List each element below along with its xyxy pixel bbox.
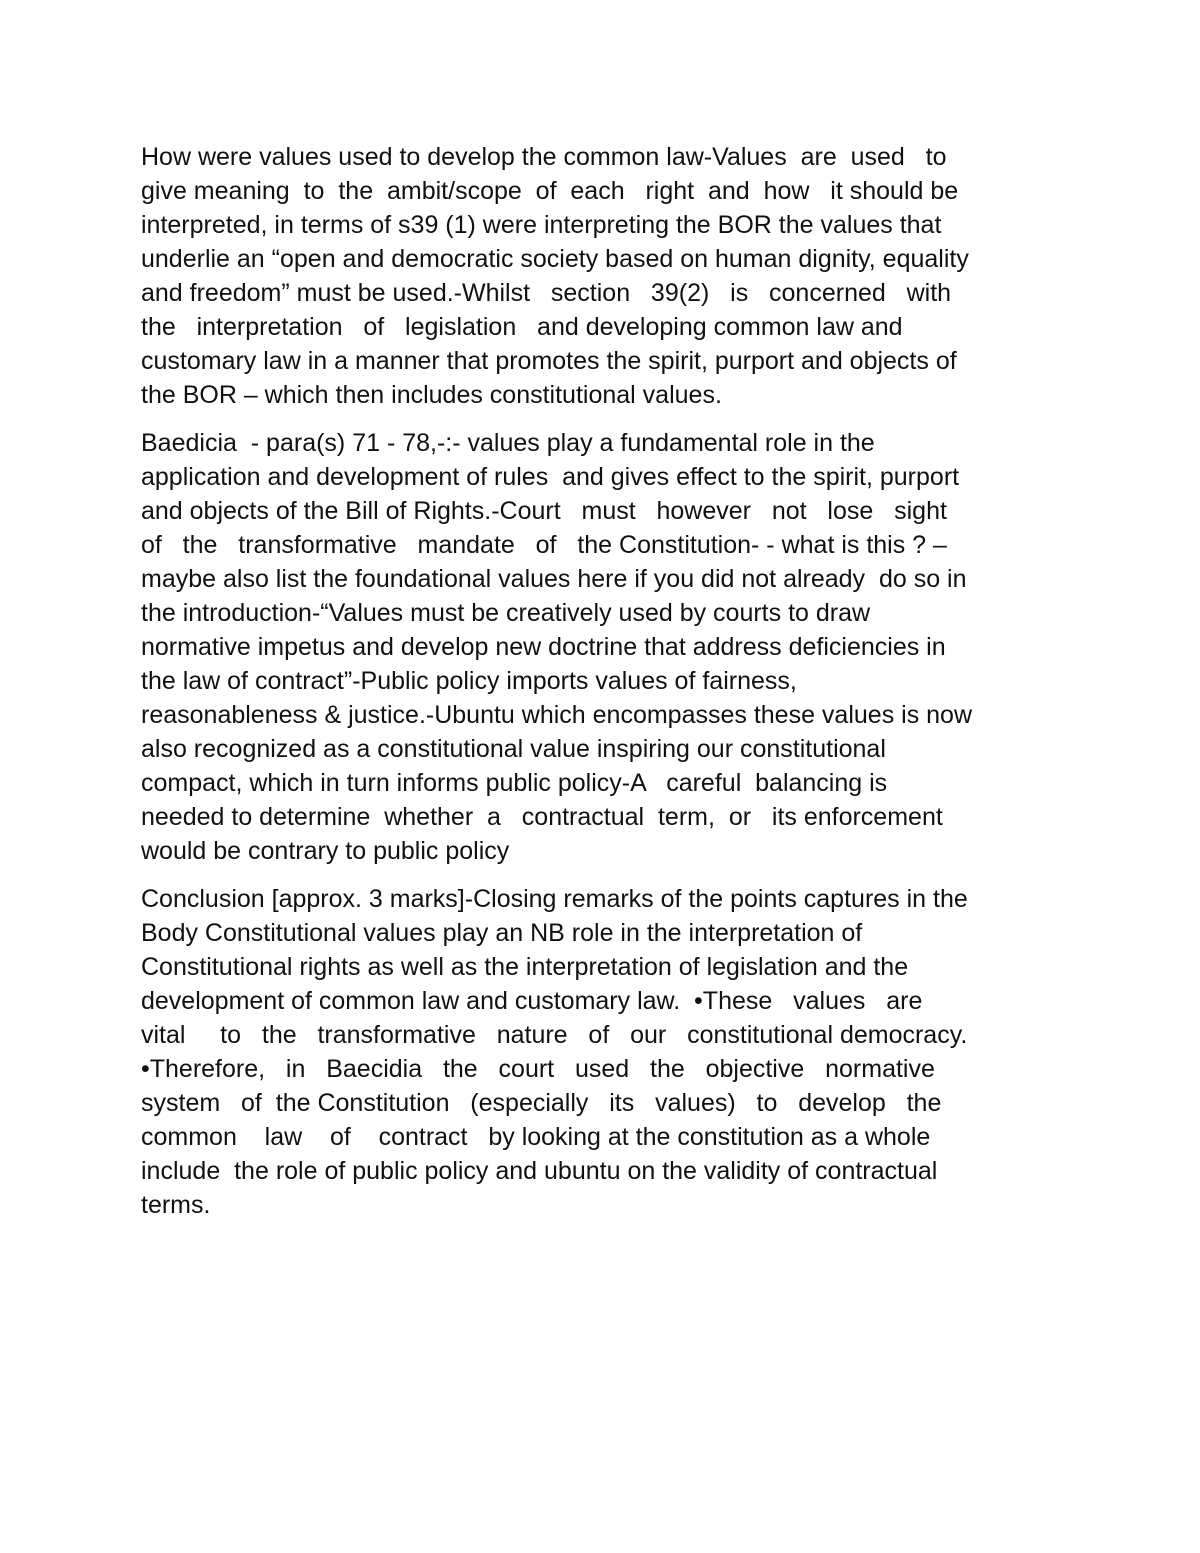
text-line: the BOR – which then includes constitutional values. [141,381,722,409]
text-line: the law of contract”-Public policy imports values of fairness, [141,667,797,695]
text-line: interpreted, in terms of s39 (1) were interpreting the BOR the values that [141,211,942,239]
text-line: system of the Constitution (especially its values) to develop the [141,1089,942,1117]
text-line: Body Constitutional values play an NB role in the interpretation of [141,919,863,947]
text-line: common law of contract by looking at the constitution as a whole [141,1123,931,1151]
text-line: normative impetus and develop new doctrine that address deficiencies in [141,633,946,661]
text-line: terms. [141,1191,211,1219]
text-line: Constitutional rights as well as the interpretation of legislation and the [141,953,909,981]
text-line: and objects of the Bill of Rights.-Court must however not lose sight [141,497,947,525]
text-line: include the role of public policy and ubuntu on the validity of contractual [141,1157,938,1185]
text-line: vital to the transformative nature of our constitutional democracy. [141,1021,968,1049]
text-line: customary law in a manner that promotes the spirit, purport and objects of [141,347,957,375]
text-line: Baedicia - para(s) 71 - 78,-:- values play a fundamental role in the [141,429,875,457]
text-line: and freedom” must be used.-Whilst section 39(2) is concerned with [141,279,952,307]
paragraph-conclusion [141,882,1061,1222]
text-line: compact, which in turn informs public policy-A careful balancing is [141,769,888,797]
text-line: Conclusion [approx. 3 marks]-Closing remarks of the points captures in the [141,885,968,913]
text-line: How were values used to develop the common law-Values are used to [141,143,947,171]
text-line: application and development of rules and gives effect to the spirit, purport [141,463,960,491]
text-line: underlie an “open and democratic society based on human dignity, equality [141,245,969,273]
text-line: give meaning to the ambit/scope of each right and how it should be [141,177,959,205]
text-line: maybe also list the foundational values here if you did not already do so in [141,565,967,593]
text-line: also recognized as a constitutional value inspiring our constitutional [141,735,886,763]
document-body [141,140,1061,1236]
text-line: development of common law and customary law. •These values are [141,987,923,1015]
paragraph-baedicia [141,426,1061,868]
text-line: the interpretation of legislation and developing common law and [141,313,903,341]
text-line: needed to determine whether a contractual term, or its enforcement [141,803,943,831]
text-line: •Therefore, in Baecidia the court used the objective normative [141,1055,935,1083]
paragraph-common-law-values [141,140,1061,412]
text-line: the introduction-“Values must be creatively used by courts to draw [141,599,871,627]
text-line: would be contrary to public policy [141,837,510,865]
text-line: of the transformative mandate of the Constitution- - what is this ? – [141,531,947,559]
text-line: reasonableness & justice.-Ubuntu which encompasses these values is now [141,701,973,729]
